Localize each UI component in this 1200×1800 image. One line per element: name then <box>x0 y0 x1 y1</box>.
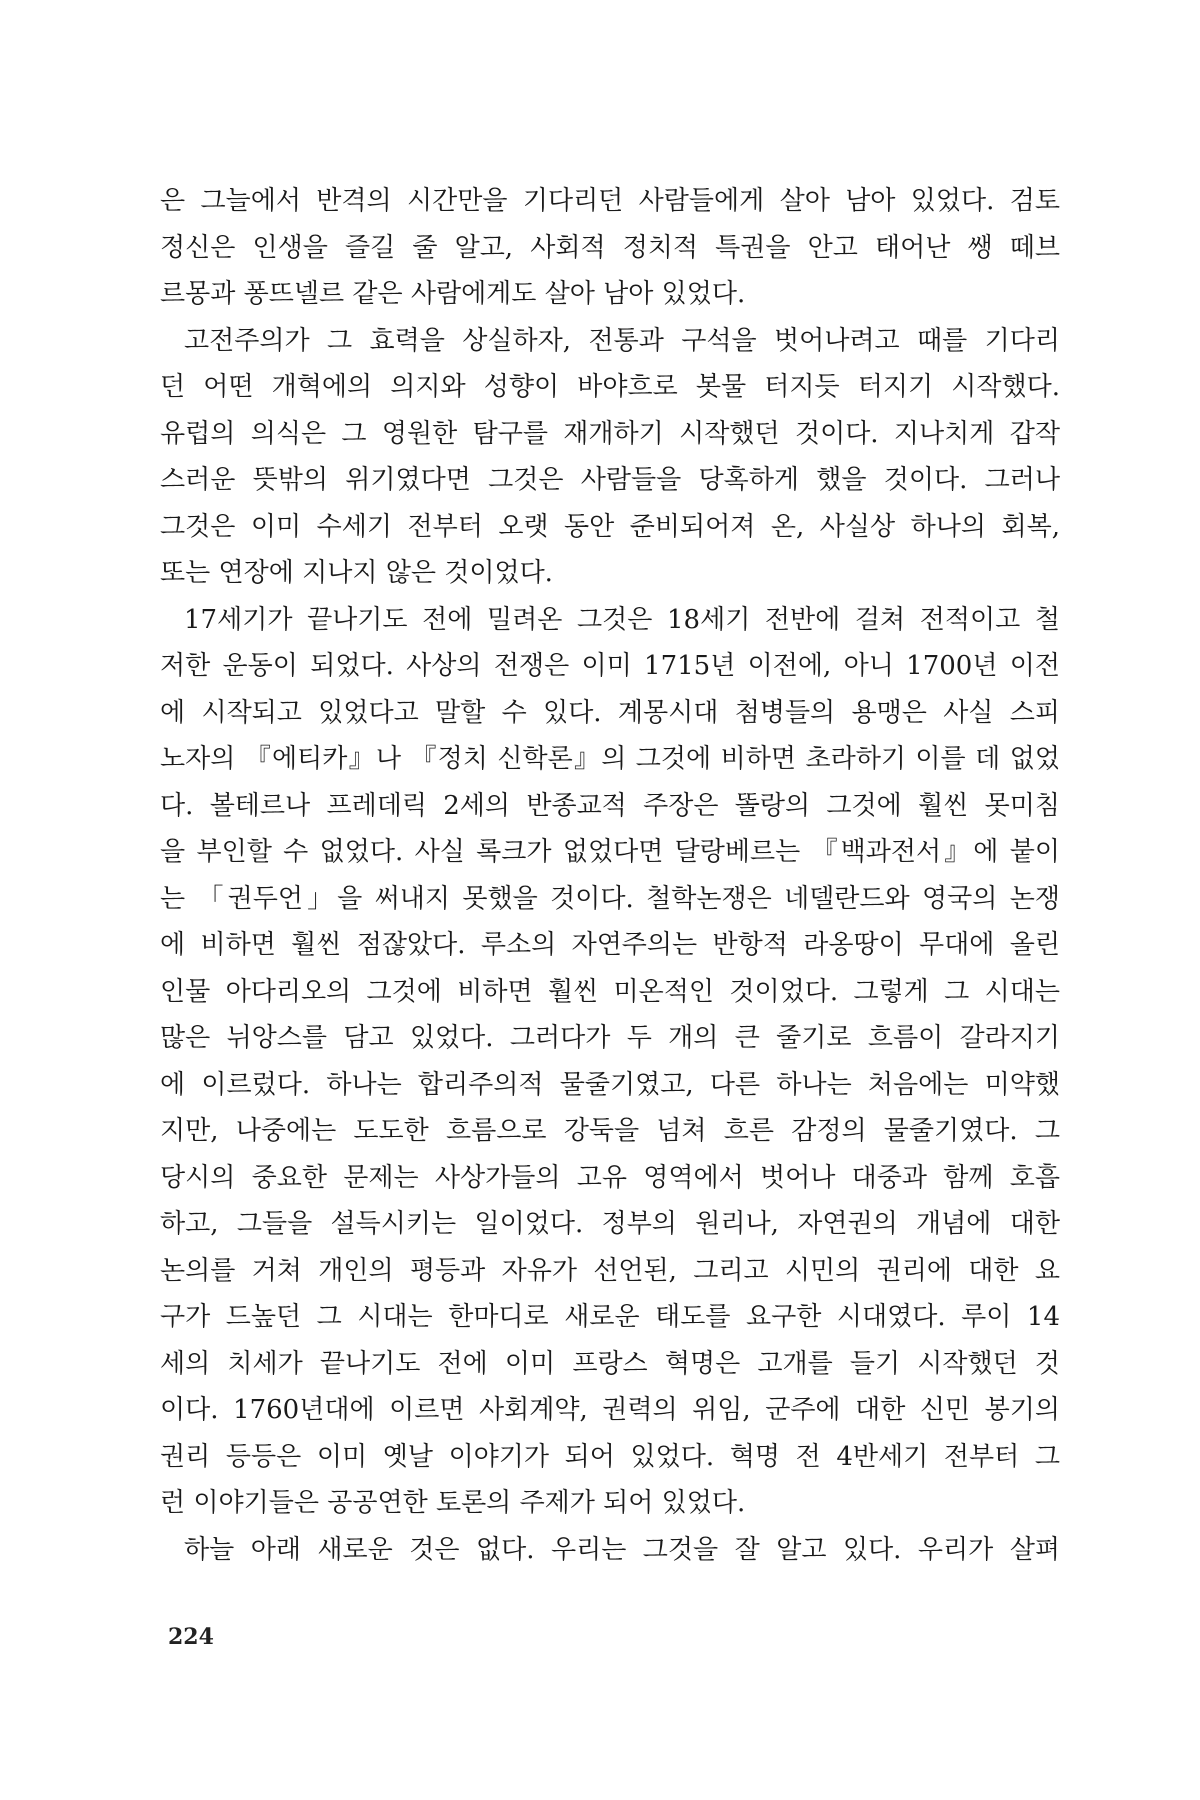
text-line: 던 어떤 개혁에의 의지와 성향이 바야흐로 봇물 터지듯 터지기 시작했다. <box>160 372 1060 402</box>
text-line: 노자의 『에티카』나 『정치 신학론』의 그것에 비하면 초라하기 이를 데 없었 <box>160 744 1060 774</box>
text-line: 고전주의가 그 효력을 상실하자, 전통과 구석을 벗어나려고 때를 기다리 <box>184 325 1060 356</box>
body-text <box>160 178 1060 1573</box>
text-line: 는 「권두언」을 써내지 못했을 것이다. 철학논쟁은 네델란드와 영국의 논쟁 <box>160 883 1060 914</box>
text-line: 또는 연장에 지나지 않은 것이었다. <box>160 558 553 588</box>
text-line: 에 시작되고 있었다고 말할 수 있다. 계몽시대 첨병들의 용맹은 사실 스피 <box>160 697 1060 728</box>
text-line: 하늘 아래 새로운 것은 없다. 우리는 그것을 잘 알고 있다. 우리가 살펴 <box>184 1534 1060 1565</box>
text-line: 은 그늘에서 반격의 시간만을 기다리던 사람들에게 살아 남아 있었다. 검토 <box>160 186 1060 216</box>
text-line: 르몽과 퐁뜨넬르 같은 사람에게도 살아 남아 있었다. <box>160 279 746 309</box>
text-line: 에 이르렀다. 하나는 합리주의적 물줄기였고, 다른 하나는 처음에는 미약했 <box>160 1069 1060 1100</box>
text-line: 스러운 뜻밖의 위기였다면 그것은 사람들을 당혹하게 했을 것이다. 그러나 <box>160 465 1060 495</box>
text-line: 17세기가 끝나기도 전에 밀려온 그것은 18세기 전반에 걸쳐 전적이고 철 <box>184 604 1060 635</box>
text-line: 인물 아다리오의 그것에 비하면 훨씬 미온적인 것이었다. 그렇게 그 시대는 <box>160 976 1060 1007</box>
text-line: 다. 볼테르나 프레데릭 2세의 반종교적 주장은 똘랑의 그것에 훨씬 못미침 <box>160 790 1060 821</box>
text-line: 하고, 그들을 설득시키는 일이었다. 정부의 원리나, 자연권의 개념에 대한 <box>160 1209 1060 1239</box>
text-line: 그것은 이미 수세기 전부터 오랫 동안 준비되어져 온, 사실상 하나의 회복, <box>160 511 1060 542</box>
text-line: 세의 치세가 끝나기도 전에 이미 프랑스 혁명은 고개를 들기 시작했던 것 <box>160 1348 1060 1379</box>
text-line: 논의를 거쳐 개인의 평등과 자유가 선언된, 그리고 시민의 권리에 대한 요 <box>160 1255 1060 1286</box>
text-line: 런 이야기들은 공공연한 토론의 주제가 되어 있었다. <box>160 1488 746 1518</box>
page-number: 224 <box>168 1624 214 1650</box>
text-line: 저한 운동이 되었다. 사상의 전쟁은 이미 1715년 이전에, 아니 1700년 이전 <box>160 651 1060 681</box>
text-line: 이다. 1760년대에 이르면 사회계약, 권력의 위임, 군주에 대한 신민 봉기의 <box>160 1395 1060 1425</box>
text-line: 권리 등등은 이미 옛날 이야기가 되어 있었다. 혁명 전 4반세기 전부터 그 <box>160 1441 1060 1472</box>
text-line: 많은 뉘앙스를 담고 있었다. 그러다가 두 개의 큰 줄기로 흐름이 갈라지기 <box>160 1023 1060 1053</box>
text-line: 구가 드높던 그 시대는 한마디로 새로운 태도를 요구한 시대였다. 루이 14 <box>160 1302 1060 1332</box>
text-line: 정신은 인생을 즐길 줄 알고, 사회적 정치적 특권을 안고 태어난 쌩 떼브 <box>160 232 1060 263</box>
text-line: 에 비하면 훨씬 점잖았다. 루소의 자연주의는 반항적 라옹땅이 무대에 올린 <box>160 930 1060 960</box>
text-line: 지만, 나중에는 도도한 흐름으로 강둑을 넘쳐 흐른 감정의 물줄기였다. 그 <box>160 1116 1060 1146</box>
text-line: 당시의 중요한 문제는 사상가들의 고유 영역에서 벗어나 대중과 함께 호흡 <box>160 1162 1060 1193</box>
text-line: 유럽의 의식은 그 영원한 탐구를 재개하기 시작했던 것이다. 지나치게 갑작 <box>160 418 1060 449</box>
text-line: 을 부인할 수 없었다. 사실 록크가 없었다면 달랑베르는 『백과전서』에 붙이 <box>160 837 1060 867</box>
